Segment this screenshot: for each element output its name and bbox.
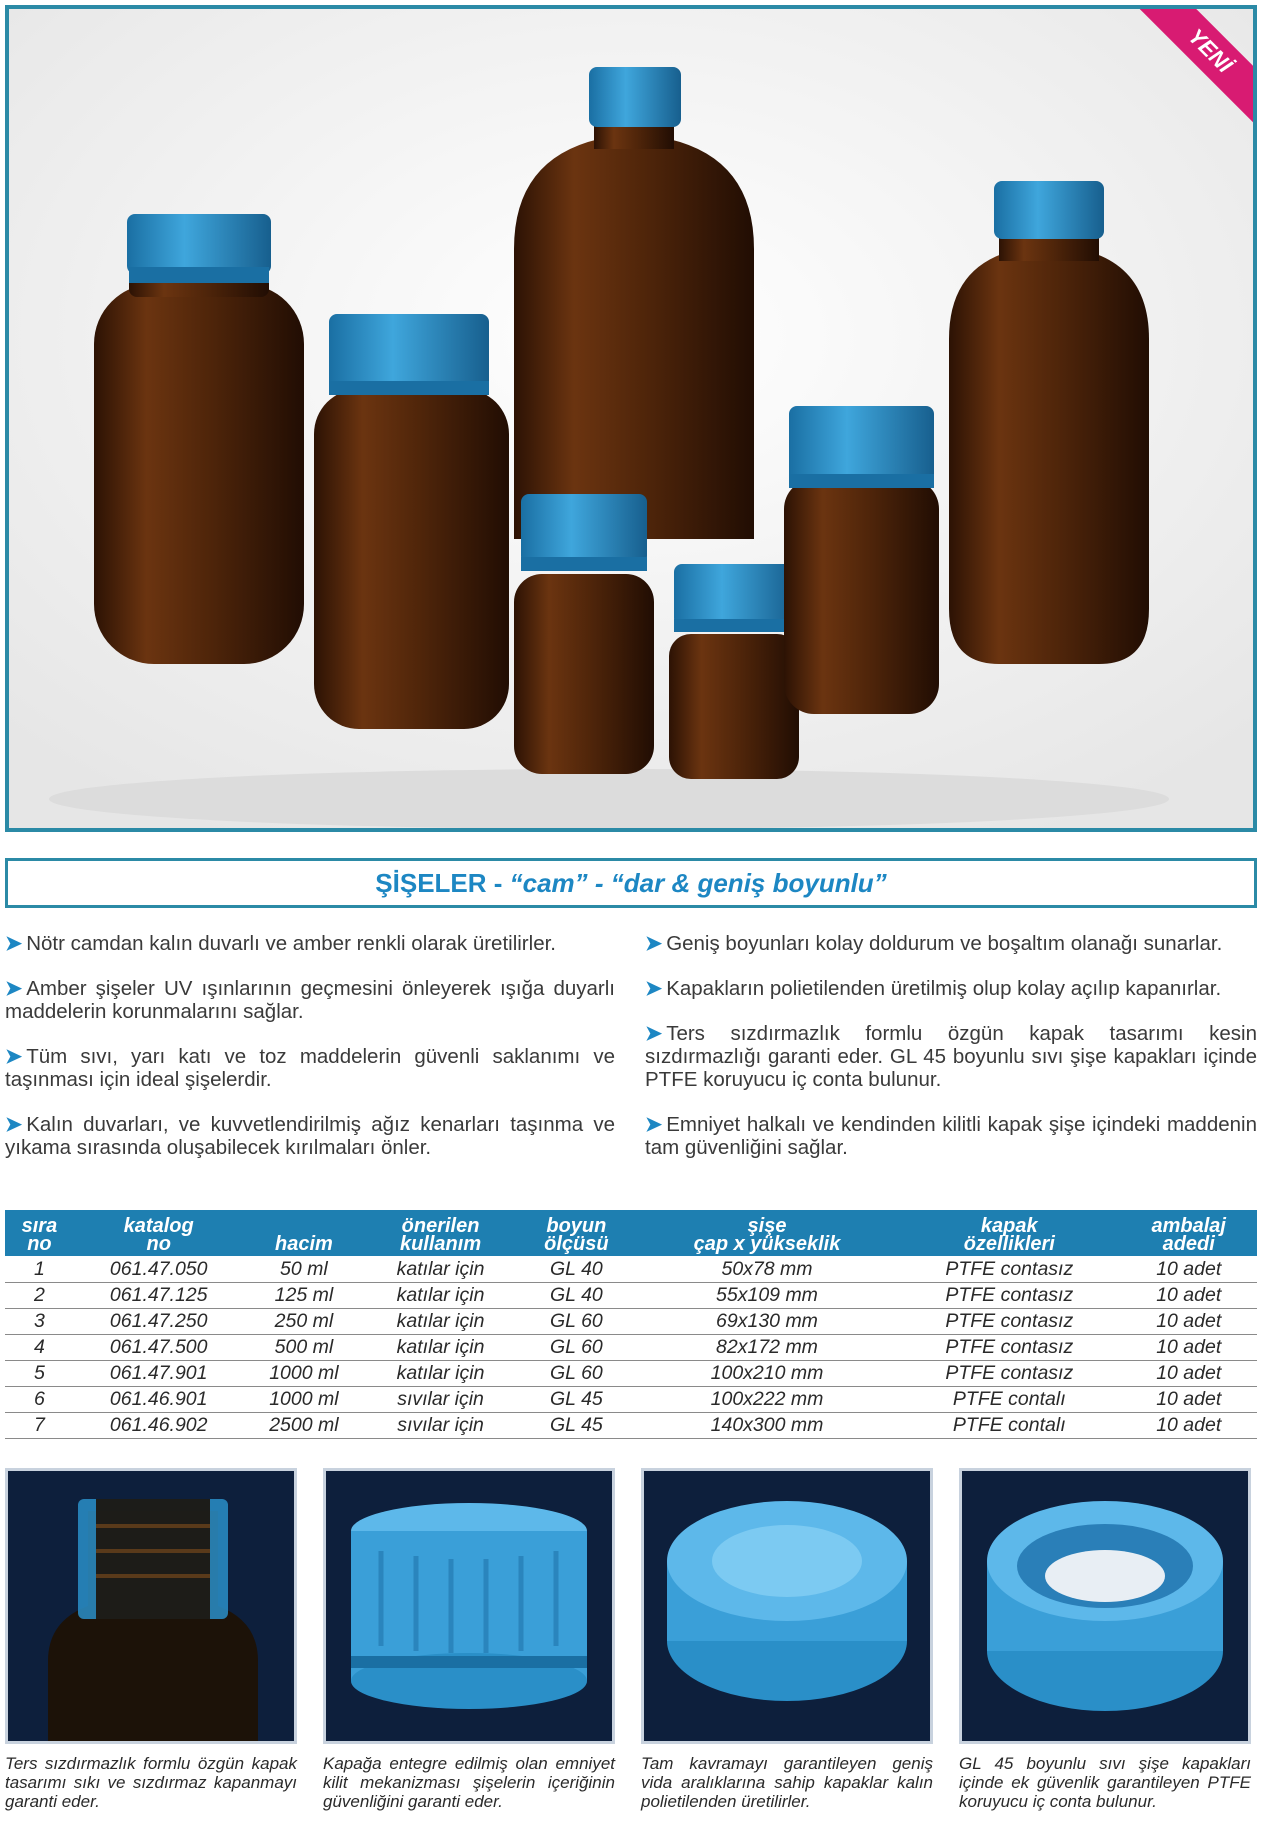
arrow-right-icon: ➤ [645, 977, 663, 1000]
table-cell: 061.47.050 [74, 1256, 244, 1282]
col-header-boyun: boyun ölçüsü [517, 1210, 636, 1256]
table-cell: 100x222 mm [636, 1386, 898, 1412]
table-cell: GL 40 [517, 1282, 636, 1308]
feature-item: ➤ Tüm sıvı, yarı katı ve toz maddelerin güvenli saklanımı ve taşınması için ideal şişelerdir. [5, 1045, 615, 1091]
cap-side-illustration [326, 1471, 612, 1741]
arrow-right-icon: ➤ [645, 1022, 663, 1045]
arrow-right-icon: ➤ [5, 932, 23, 955]
table-cell: PTFE contalı [898, 1386, 1120, 1412]
feature-item: ➤ Amber şişeler UV ışınlarının geçmesini önleyerek ışığa duyarlı maddelerin korunmalarını sağlar. [5, 977, 615, 1023]
table-cell: sıvılar için [364, 1412, 517, 1438]
detail-photo-cap-inside [959, 1468, 1251, 1744]
table-cell: sıvılar için [364, 1386, 517, 1412]
table-cell: 55x109 mm [636, 1282, 898, 1308]
table-cell: 10 adet [1120, 1308, 1257, 1334]
table-cell: 10 adet [1120, 1334, 1257, 1360]
table-cell: katılar için [364, 1256, 517, 1282]
title-sub: “cam” - “dar & geniş boyunlu” [509, 868, 887, 898]
table-cell: 10 adet [1120, 1282, 1257, 1308]
table-cell: 82x172 mm [636, 1334, 898, 1360]
col-header-ambalaj: ambalaj adedi [1120, 1210, 1257, 1256]
col-header-sira: sıra no [5, 1210, 74, 1256]
table-cell: PTFE contalı [898, 1412, 1120, 1438]
table-cell: 061.47.500 [74, 1334, 244, 1360]
col-header-olcu: şişe çap x yükseklik [636, 1210, 898, 1256]
detail-photo-cap-side [323, 1468, 615, 1744]
feature-item: ➤ Nötr camdan kalın duvarlı ve amber renkli olarak üretilirler. [5, 932, 556, 955]
table-cell: katılar için [364, 1282, 517, 1308]
table-cell: 10 adet [1120, 1412, 1257, 1438]
cap-top-illustration [644, 1471, 930, 1741]
table-cell: 250 ml [244, 1308, 365, 1334]
col-header-kapak: kapak özellikleri [898, 1210, 1120, 1256]
title-main: ŞİŞELER - [375, 868, 510, 898]
table-row [5, 1412, 1257, 1438]
table-row [5, 1334, 1257, 1360]
detail-photo-bottle-neck [5, 1468, 297, 1744]
table-cell: 500 ml [244, 1334, 365, 1360]
table-cell: 50 ml [244, 1256, 365, 1282]
table-cell: 061.47.250 [74, 1308, 244, 1334]
table-cell: PTFE contasız [898, 1256, 1120, 1282]
table-cell: 100x210 mm [636, 1360, 898, 1386]
product-photo [5, 5, 1257, 832]
table-row [5, 1360, 1257, 1386]
bottle-50ml [669, 564, 799, 779]
table-cell: GL 60 [517, 1308, 636, 1334]
table-row [5, 1386, 1257, 1412]
table-cell: 10 adet [1120, 1360, 1257, 1386]
table-cell: GL 60 [517, 1360, 636, 1386]
features-right [645, 932, 1257, 1181]
table-cell: 4 [5, 1334, 74, 1360]
feature-item: ➤ Geniş boyunları kolay doldurum ve boşaltım olanağı sunarlar. [645, 932, 1223, 955]
feature-item: ➤ Emniyet halkalı ve kendinden kilitli kapak şişe içindeki maddenin tam güvenliğini sağlar. [645, 1113, 1257, 1159]
arrow-right-icon: ➤ [645, 932, 663, 955]
table-cell: 125 ml [244, 1282, 365, 1308]
table-cell: 2500 ml [244, 1412, 365, 1438]
table-cell: 7 [5, 1412, 74, 1438]
bottle-125ml [514, 494, 654, 774]
table-cell: 061.46.901 [74, 1386, 244, 1412]
arrow-right-icon: ➤ [5, 1113, 23, 1136]
table-cell: GL 45 [517, 1386, 636, 1412]
table-cell: 50x78 mm [636, 1256, 898, 1282]
feature-item: ➤ Ters sızdırmazlık formlu özgün kapak tasarımı kesin sızdırmazlığı garanti eder. GL 45 boyunlu sıvı şişe kapakları içinde PTFE koruyucu iç conta bulunur. [645, 1022, 1257, 1091]
arrow-right-icon: ➤ [645, 1113, 663, 1136]
table-cell: 061.47.125 [74, 1282, 244, 1308]
col-header-hacim: hacim [244, 1210, 365, 1256]
table-cell: PTFE contasız [898, 1282, 1120, 1308]
table-cell: 5 [5, 1360, 74, 1386]
table-row [5, 1308, 1257, 1334]
amber-bottles-illustration [9, 9, 1253, 828]
table-header-row [5, 1210, 1257, 1256]
table-cell: 69x130 mm [636, 1308, 898, 1334]
section-title [5, 858, 1257, 908]
table-cell: 3 [5, 1308, 74, 1334]
table-cell: 061.46.902 [74, 1412, 244, 1438]
table-cell: 140x300 mm [636, 1412, 898, 1438]
table-cell: 6 [5, 1386, 74, 1412]
arrow-right-icon: ➤ [5, 977, 23, 1000]
table-cell: PTFE contasız [898, 1308, 1120, 1334]
bottle-250ml [784, 406, 939, 714]
table-cell: GL 60 [517, 1334, 636, 1360]
arrow-right-icon: ➤ [5, 1045, 23, 1068]
table-cell: katılar için [364, 1308, 517, 1334]
table-cell: 061.47.901 [74, 1360, 244, 1386]
table-cell: PTFE contasız [898, 1334, 1120, 1360]
table-cell: 1000 ml [244, 1386, 365, 1412]
table-row [5, 1282, 1257, 1308]
caption-3: Tam kavramayı garantileyen geniş vida aralıklarına sahip kapaklar kalın polietilenden üretilirler. [641, 1754, 933, 1811]
cap-inside-illustration [962, 1471, 1248, 1741]
feature-item: ➤ Kalın duvarları, ve kuvvetlendirilmiş ağız kenarları taşınma ve yıkama sırasında oluşabilecek kırılmaları önler. [5, 1113, 615, 1159]
product-spec-table [5, 1210, 1257, 1439]
bottle-neck-illustration [8, 1471, 294, 1741]
table-row [5, 1256, 1257, 1282]
table-cell: 10 adet [1120, 1256, 1257, 1282]
caption-1: Ters sızdırmazlık formlu özgün kapak tasarımı sıkı ve sızdırmaz kapanmayı garanti eder. [5, 1754, 297, 1811]
table-body [5, 1256, 1257, 1438]
table-cell: 10 adet [1120, 1386, 1257, 1412]
table-cell: katılar için [364, 1334, 517, 1360]
caption-2: Kapağa entegre edilmiş olan emniyet kilit mekanizması şişelerin içeriğinin güvenliğini garanti eder. [323, 1754, 615, 1811]
features-left [5, 932, 615, 1181]
bottle-500ml-wide [314, 314, 509, 729]
new-badge-label: YENİ [1183, 23, 1238, 78]
table-cell: 1000 ml [244, 1360, 365, 1386]
col-header-katalog: katalog no [74, 1210, 244, 1256]
caption-4: GL 45 boyunlu sıvı şişe kapakları içinde ek güvenlik garantileyen PTFE koruyucu iç conta bulunur. [959, 1754, 1251, 1811]
table-cell: GL 40 [517, 1256, 636, 1282]
col-header-kullanim: önerilen kullanım [364, 1210, 517, 1256]
detail-photo-cap-top [641, 1468, 933, 1744]
table-cell: katılar için [364, 1360, 517, 1386]
table-cell: PTFE contasız [898, 1360, 1120, 1386]
feature-item: ➤ Kapakların polietilenden üretilmiş olup kolay açılıp kapanırlar. [645, 977, 1222, 1000]
table-cell: 1 [5, 1256, 74, 1282]
table-cell: GL 45 [517, 1412, 636, 1438]
table-cell: 2 [5, 1282, 74, 1308]
